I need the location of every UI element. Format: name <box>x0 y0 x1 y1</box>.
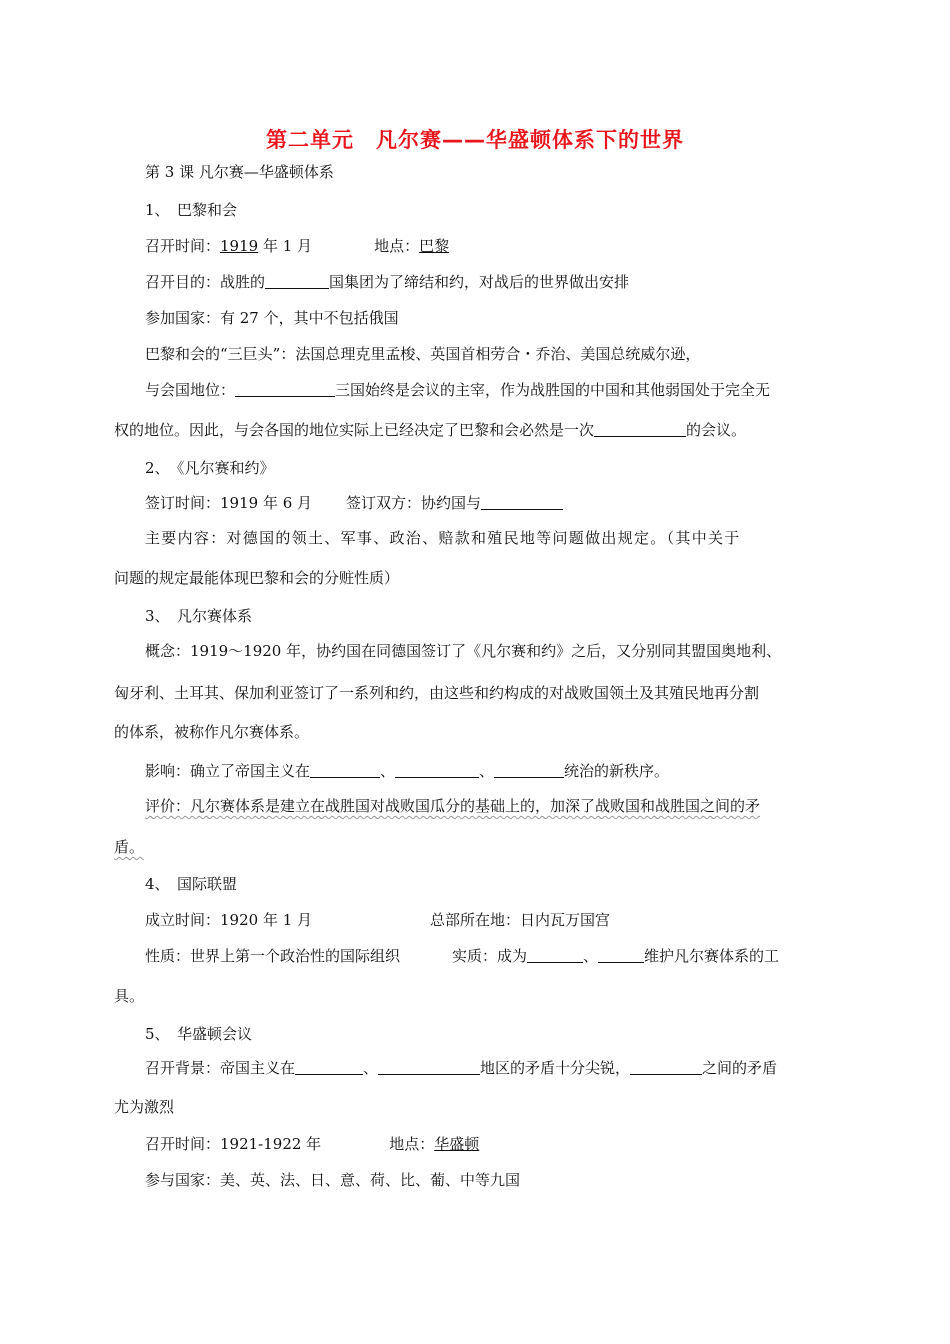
fill-blank <box>265 273 329 289</box>
s2-sign-line <box>145 493 563 513</box>
section-1-heading: 1、 巴黎和会 <box>145 201 238 219</box>
s1-countries: 参加国家：有 27 个，其中不包括俄国 <box>145 309 399 327</box>
fill-blank <box>310 762 380 778</box>
s4-essence-text-b: 维护凡尔赛体系的工 <box>644 947 780 965</box>
section-5-heading: 5、 华盛顿会议 <box>145 1025 253 1043</box>
s1-purpose-line <box>145 272 629 292</box>
section-4-heading: 4、 国际联盟 <box>145 875 238 893</box>
separator: 、 <box>479 762 495 780</box>
s1-status-text-c: 权的地位。因此，与会各国的地位实际上已经决定了巴黎和会必然是一次 <box>114 421 595 439</box>
s5-bg-text-a: 召开背景：帝国主义在 <box>145 1059 296 1077</box>
s1-status-line <box>145 380 770 400</box>
s3-concept-line: 概念：1919～1920 年，协约国在同德国签订了《凡尔赛和约》之后，又分别同其盟国奥地利、 <box>145 642 782 660</box>
fill-blank <box>527 947 583 963</box>
lesson-title: 第 3 课 凡尔赛—华盛顿体系 <box>145 163 334 181</box>
s2-sign-parties: 签订双方：协约国与 <box>346 494 482 512</box>
s1-status-text-b: 三国始终是会议的主宰，作为战胜国的中国和其他弱国处于完全无 <box>335 381 771 399</box>
s5-bg-text-b: 地区的矛盾十分尖锐， <box>480 1059 631 1077</box>
s5-bg-text-c: 之间的矛盾 <box>702 1059 778 1077</box>
s5-place-value: 华盛顿 <box>434 1135 480 1153</box>
s3-concept-line-2: 匈牙利、土耳其、保加利亚签订了一系列和约，由这些和约构成的对战败国领土及其殖民地再分割 <box>114 684 760 702</box>
s3-concept-line-3: 的体系，被称作凡尔赛体系。 <box>114 723 310 741</box>
fill-blank <box>235 381 335 397</box>
s5-time-line <box>145 1134 479 1154</box>
s1-time-year: 1919 <box>220 237 259 255</box>
s4-essence-text-a: 实质：成为 <box>452 947 528 965</box>
s1-status-text-a: 与会国地位： <box>145 381 236 399</box>
s1-time-rest: 年 1 月 <box>258 237 313 255</box>
fill-blank <box>395 762 479 778</box>
s3-evaluation-line: 评价：凡尔赛体系是建立在战胜国对战败国瓜分的基础上的，加深了战败国和战胜国之间的矛 <box>145 797 761 815</box>
separator: 、 <box>363 1059 379 1077</box>
s1-status-text-d: 的会议。 <box>686 421 747 439</box>
s2-content-line-2: 问题的规定最能体现巴黎和会的分赃性质） <box>114 569 400 587</box>
s3-evaluation-line-2: 盾。 <box>114 838 145 856</box>
s1-purpose-text-b: 国集团为了缔结和约，对战后的世界做出安排 <box>329 273 630 291</box>
s1-time-label: 召开时间： <box>145 237 221 255</box>
s1-place-label: 地点： <box>374 237 420 255</box>
fill-blank <box>630 1059 702 1075</box>
separator: 、 <box>583 947 599 965</box>
separator: 、 <box>380 762 396 780</box>
section-2-heading: 2、 《凡尔赛和约》 <box>145 459 275 477</box>
fill-blank <box>598 947 644 963</box>
unit-title: 第二单元 凡尔赛——华盛顿体系下的世界 <box>266 128 684 152</box>
s5-background-line <box>145 1058 777 1078</box>
fill-blank <box>295 1059 363 1075</box>
s1-time-line <box>145 236 449 256</box>
s4-headquarters: 总部所在地：日内瓦万国宫 <box>430 911 611 929</box>
s4-nature-line <box>145 946 779 966</box>
s4-founded-line <box>145 910 610 930</box>
fill-blank <box>494 762 564 778</box>
s2-content-line: 主要内容：对德国的领土、军事、政治、赔款和殖民地等问题做出规定。（其中关于 <box>145 529 741 547</box>
s3-impact-text-a: 影响：确立了帝国主义在 <box>145 762 311 780</box>
s4-essence-line-2: 具。 <box>114 987 145 1005</box>
s4-nature: 性质：世界上第一个政治性的国际组织 <box>145 947 401 965</box>
s5-place-label: 地点： <box>389 1135 435 1153</box>
fill-blank <box>378 1059 480 1075</box>
s5-countries: 参与国家：美、英、法、日、意、荷、比、葡、中等九国 <box>145 1171 521 1189</box>
s2-sign-time: 签订时间：1919 年 6 月 <box>145 494 313 512</box>
s3-impact-text-b: 统治的新秩序。 <box>564 762 670 780</box>
s3-impact-line <box>145 761 669 781</box>
s1-big-three: 巴黎和会的“三巨头”：法国总理克里孟梭、英国首相劳合・乔治、美国总统威尔逊， <box>145 345 701 363</box>
s1-status-line-2 <box>114 420 746 440</box>
s1-purpose-text-a: 召开目的：战胜的 <box>145 273 266 291</box>
s5-time: 召开时间：1921-1922 年 <box>145 1135 322 1153</box>
s5-background-line-2: 尤为激烈 <box>114 1098 175 1116</box>
section-3-heading: 3、 凡尔赛体系 <box>145 607 253 625</box>
fill-blank <box>594 421 686 437</box>
fill-blank <box>481 494 563 510</box>
s1-place-value: 巴黎 <box>419 237 450 255</box>
s4-founded: 成立时间：1920 年 1 月 <box>145 911 313 929</box>
